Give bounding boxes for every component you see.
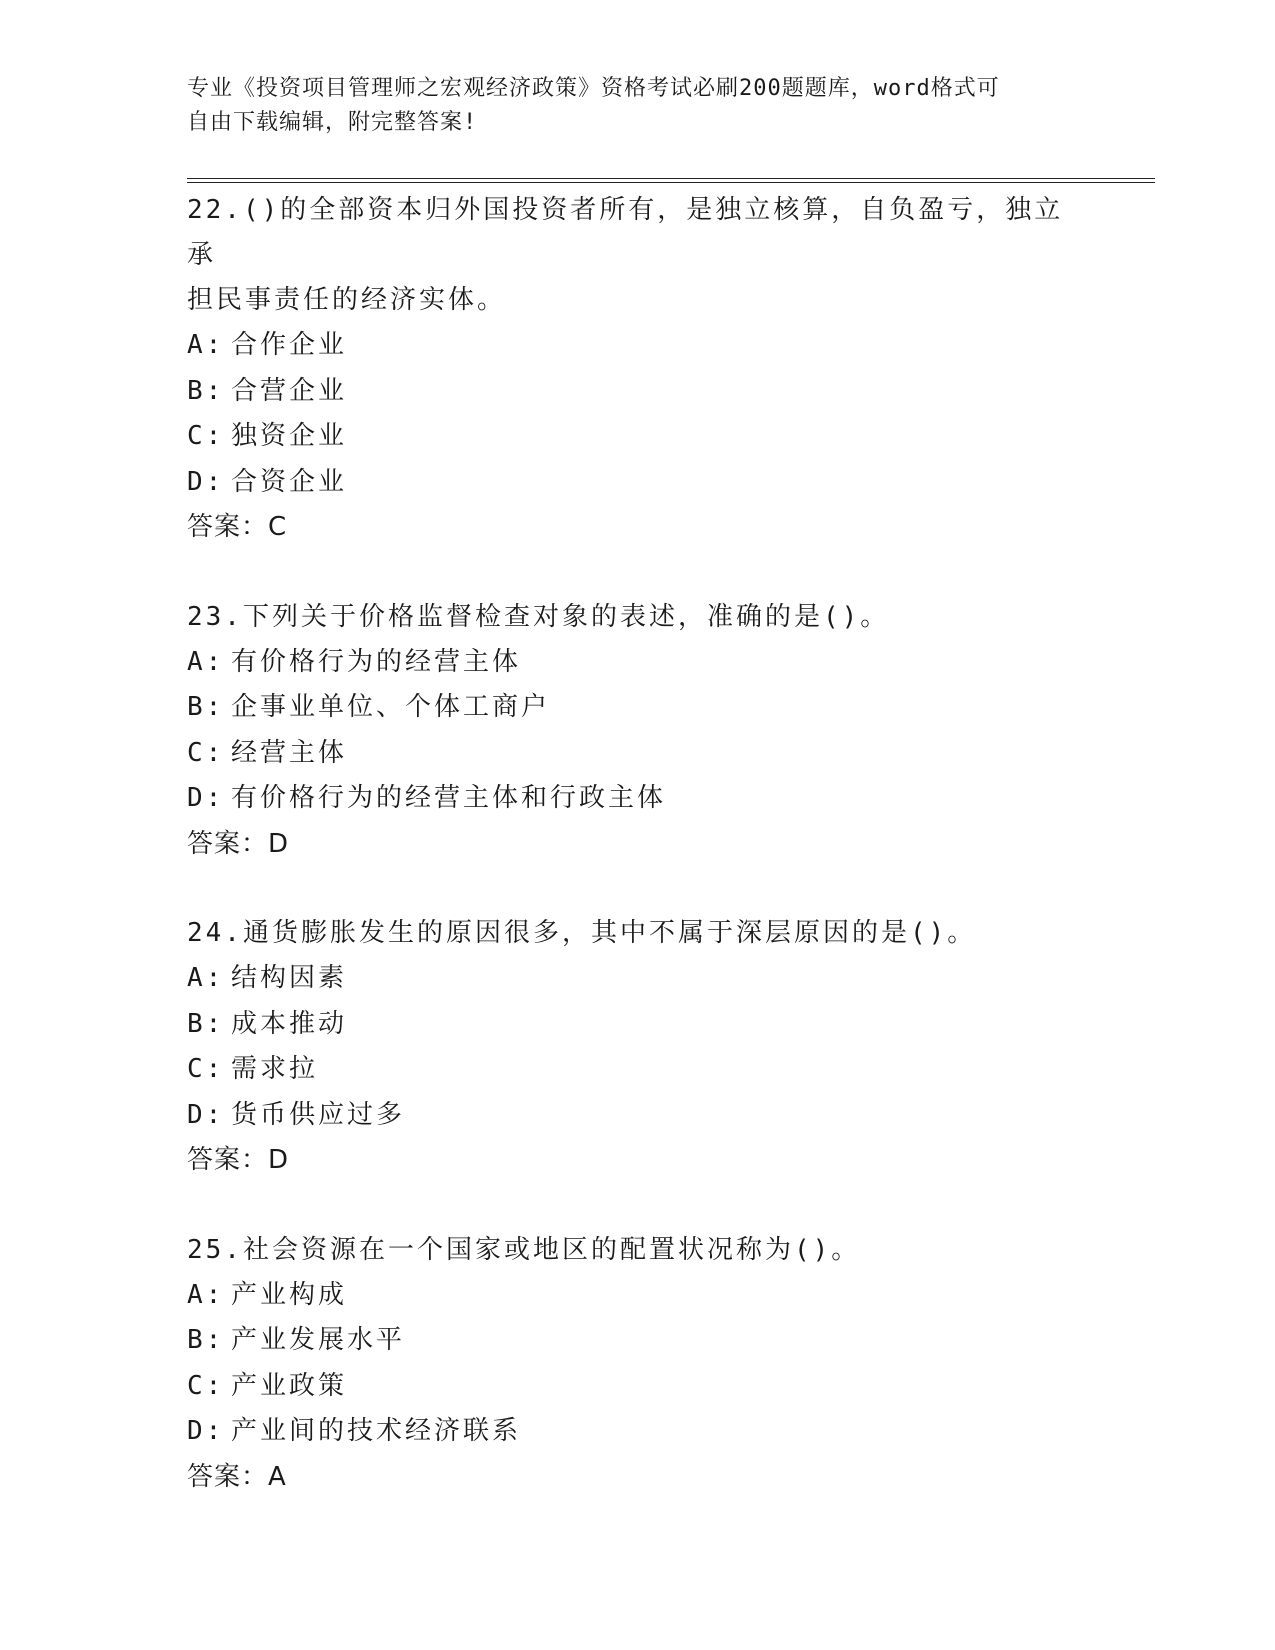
question-24 [187, 911, 1087, 1184]
question-stem: 23.下列关于价格监督检查对象的表述，准确的是()。 [187, 601, 890, 632]
option-b: B: 企事业单位、个体工商户 [187, 692, 551, 722]
option-d: D: 产业间的技术经济联系 [187, 1416, 522, 1446]
answer-line: 答案：A [187, 1461, 287, 1492]
option-b: B: 产业发展水平 [187, 1325, 406, 1355]
option-c: C: 产业政策 [187, 1370, 348, 1401]
question-stem: 24.通货膨胀发生的原因很多，其中不属于深层原因的是()。 [187, 918, 977, 948]
option-c: C: 独资企业 [187, 421, 348, 451]
option-b: B: 合营企业 [187, 375, 348, 406]
option-b: B: 成本推动 [187, 1008, 348, 1039]
option-c: C: 经营主体 [187, 737, 348, 768]
option-d: D: 有价格行为的经营主体和行政主体 [187, 783, 667, 813]
header-line-2: 自由下载编辑，附完整答案! [187, 110, 478, 135]
question-22 [187, 188, 1087, 551]
option-a: A: 产业构成 [187, 1279, 348, 1310]
question-stem: 25.社会资源在一个国家或地区的配置状况称为()。 [187, 1234, 861, 1265]
option-a: A: 有价格行为的经营主体 [187, 646, 522, 677]
header-line-1: 专业《投资项目管理师之宏观经济政策》资格考试必刷200题题库，word格式可 [187, 76, 1000, 101]
answer-line: 答案：D [187, 828, 290, 859]
option-a: A: 合作企业 [187, 330, 348, 360]
option-a: A: 结构因素 [187, 963, 348, 993]
question-stem: 22.()的全部资本归外国投资者所有，是独立核算，自负盈亏，独立承 担民事责任的经济实体。 [187, 195, 1064, 315]
answer-line: 答案：D [187, 1145, 290, 1175]
document-header [187, 72, 1087, 140]
option-d: D: 合资企业 [187, 466, 348, 497]
option-c: C: 需求拉 [187, 1054, 319, 1084]
header-divider [187, 178, 1155, 184]
option-d: D: 货币供应过多 [187, 1099, 406, 1130]
question-25 [187, 1228, 1087, 1501]
question-list [187, 188, 1087, 1544]
answer-line: 答案：C [187, 512, 288, 542]
question-23 [187, 595, 1087, 868]
